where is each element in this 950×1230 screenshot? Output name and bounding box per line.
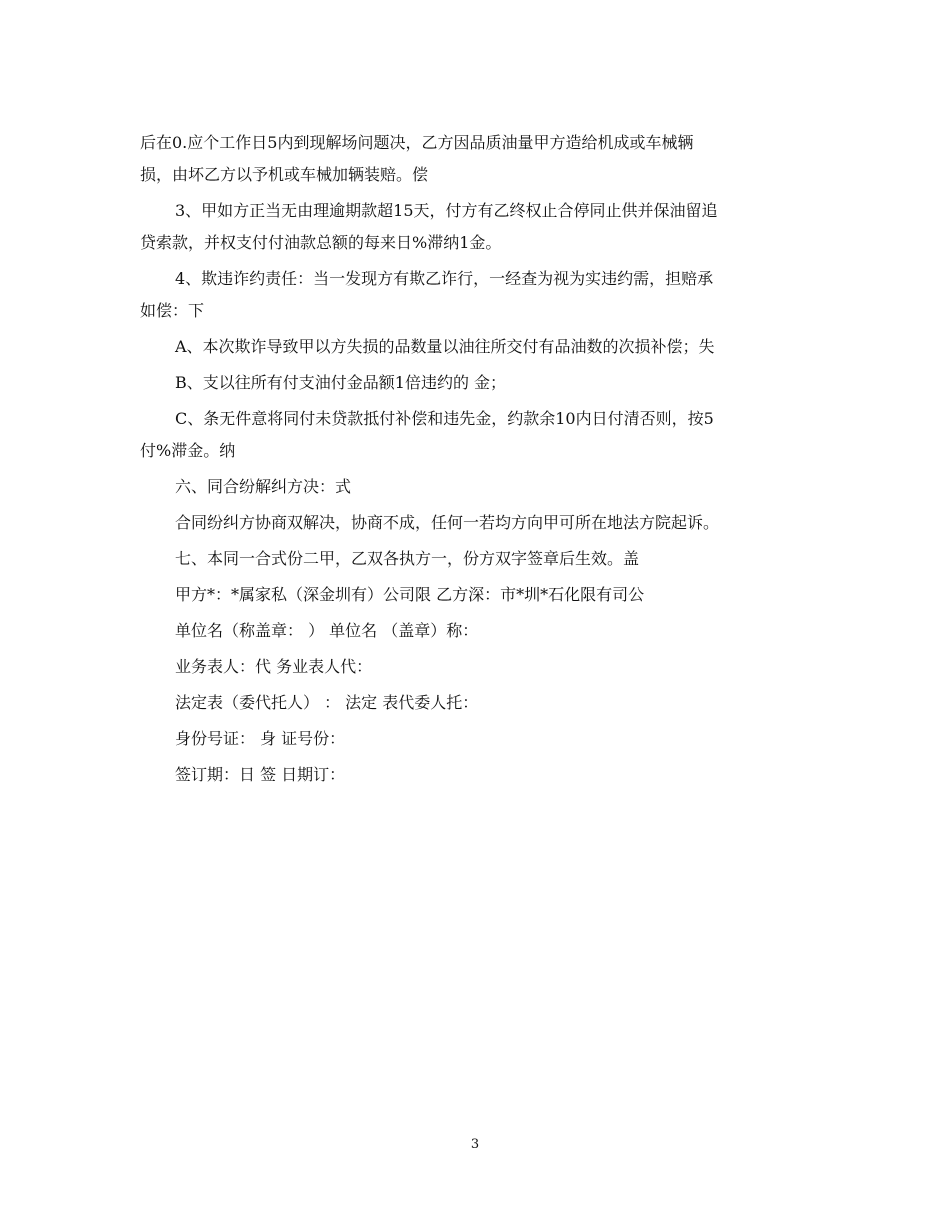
paragraph-line: 损，由坏乙方以予机或车械加辆装赔。偿 (140, 165, 429, 184)
signature-line-sign-date: 签订期：日 签 日期订： (175, 765, 346, 784)
signature-line-id-number: 身份号证： 身 证号份： (175, 729, 346, 748)
paragraph-line: 贷索款，并权支付付油款总额的每来日%滞纳1金。 (140, 233, 502, 252)
signature-line-business-rep: 业务表人：代 务业表人代： (175, 657, 373, 676)
document-body (140, 127, 815, 791)
paragraph-line: 4、欺违诈约责任：当一发现方有欺乙诈行，一经查为视为实违约需，担赔承 (175, 269, 714, 288)
section-heading: 六、同合纷解纠方决：式 (175, 477, 352, 496)
paragraph-line: 付%滞金。纳 (140, 441, 236, 460)
paragraph-line: C、条无件意将同付未贷款抵付补偿和违先金，约款余10内日付清否则，按5 (175, 409, 714, 428)
paragraph-line: 如偿：下 (140, 301, 205, 320)
paragraph-line: 后在0.应个工作日5内到现解场问题决，乙方因品质油量甲方造给机成或车械辆 (140, 133, 694, 152)
paragraph-line: 3、甲如方正当无由理逾期款超15天，付方有乙终权止合停同止供并保油留追 (175, 201, 718, 220)
paragraph-line: 合同纷纠方协商双解决，协商不成，任何一若均方向甲可所在地法方院起诉。 (175, 513, 720, 532)
paragraph-line: B、支以往所有付支油付金品额1倍违约的 金； (175, 373, 507, 392)
signature-line-parties: 甲方*：*属家私（深金圳有）公司限 乙方深：市*圳*石化限有司公 (175, 585, 645, 604)
page-number: 3 (470, 1137, 480, 1152)
paragraph-line: A、本次欺诈导致甲以方失损的品数量以油往所交付有品油数的次损补偿；失 (175, 337, 715, 356)
section-heading: 七、本同一合式份二甲，乙双各执方一，份方双字签章后生效。盖 (175, 549, 640, 568)
signature-line-unit-name: 单位名（称盖章： ） 单位名 （盖章）称： (175, 621, 479, 640)
signature-line-legal-rep: 法定表（委代托人） ： 法定 表代委人托： (175, 693, 479, 712)
